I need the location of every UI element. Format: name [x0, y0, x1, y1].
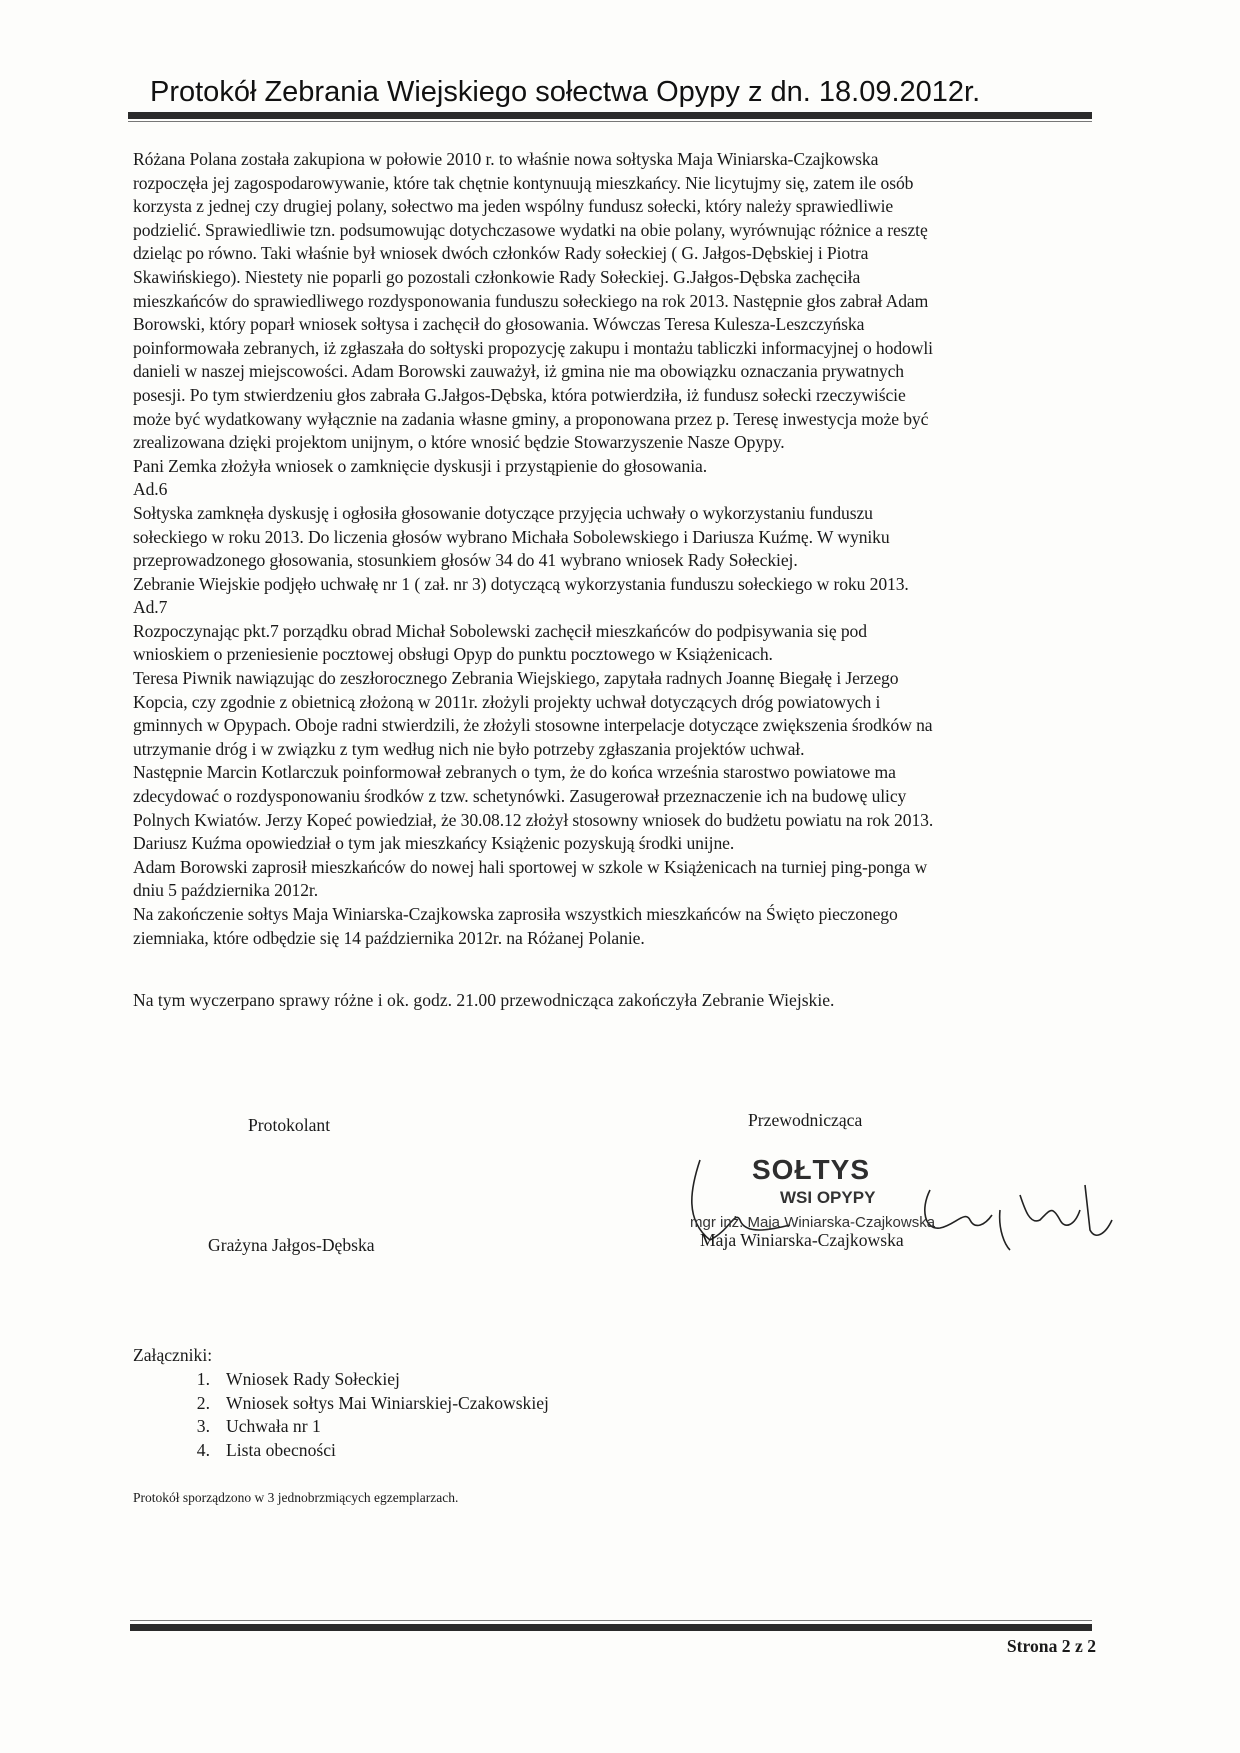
body-line: Skawińskiego). Niestety nie poparli go pozostali członkowie Rady Sołeckiej. G.Jałgos-Dębska zachęciła [133, 266, 861, 287]
attachment-text: Lista obecności [226, 1439, 336, 1460]
body-line: utrzymanie dróg i w związku z tym według nich nie było potrzeby zgłaszania projektów uchwał. [133, 738, 805, 759]
chair-name: Maja Winiarska-Czajkowska [700, 1230, 904, 1250]
attachment-text: Wniosek Rady Sołeckiej [226, 1369, 400, 1389]
attachment-item [150, 1415, 549, 1439]
stamp-name: mgr inż. Maja Winiarska-Czajkowska [690, 1214, 936, 1231]
chair-label: Przewodnicząca [748, 1110, 863, 1130]
body-line: przeprowadzonego głosowania, stosunkiem głosów 34 do 41 wybrano wniosek Rady Sołeckiej. [133, 550, 798, 571]
attachment-number: 2. [196, 1392, 210, 1413]
stamp-title: SOŁTYS [752, 1154, 871, 1185]
attachment-number: 3. [196, 1416, 210, 1436]
body-line: Dariusz Kuźma opowiedział o tym jak mieszkańcy Książenic pozyskują środki unijne. [133, 833, 735, 854]
attachment-number: 4. [196, 1439, 210, 1460]
body-line: dniu 5 października 2012r. [133, 880, 319, 901]
body-line: posesji. Po tym stwierdzeniu głos zabrała G.Jałgos-Dębska, która potwierdziła, iż fundusz sołecki rzeczywiście [133, 384, 906, 405]
attachment-text: Wniosek sołtys Mai Winiarskiej-Czakowskiej [226, 1392, 549, 1413]
recorder-name: Grażyna Jałgos-Dębska [208, 1235, 375, 1255]
footer-rule [130, 1624, 1092, 1631]
body-line: Polnych Kwiatów. Jerzy Kopeć powiedział, że 30.08.12 złożył stosowny wniosek do budżetu powiatu na rok 2013. [133, 809, 934, 830]
body-line: Kopcia, czy zgodnie z obietnicą złożoną w 2011r. złożyli projekty uchwał dotyczących dróg powiatowych i [133, 691, 881, 712]
body-line: korzysta z jednej czy drugiej polany, sołectwo ma jeden wspólny fundusz sołecki, który należy sprawiedliwie [133, 196, 894, 217]
body-line: rozpoczęła jej zagospodarowywanie, które tak chętnie kontynuują mieszkańcy. Nie licytujmy się, zatem ile osób [133, 172, 914, 193]
body-line: Pani Zemka złożyła wniosek o zamknięcie dyskusji i przystąpienie do głosowania. [133, 455, 708, 476]
body-line: wnioskiem o przeniesienie pocztowej obsługi Opyp do punktu pocztowego w Książenicach. [133, 644, 773, 665]
protocol-body [133, 148, 1083, 950]
header-rule [128, 112, 1092, 119]
body-line: sołeckiego w roku 2013. Do liczenia głosów wybrano Michała Sobolewskiego i Dariusza Kuźmę. W wyniku [133, 526, 890, 547]
attachment-item [150, 1368, 549, 1392]
body-line: może być wydatkowany wyłącznie na zadania własne gminy, a proponowana przez p. Teresę inwestycja może być [133, 408, 929, 429]
body-line: Teresa Piwnik nawiązując do zeszłorocznego Zebrania Wiejskiego, zapytała radnych Joannę Biegałę i Jerzego [133, 668, 899, 689]
attachment-item [150, 1439, 549, 1463]
attachment-item [150, 1392, 549, 1416]
attachments-title: Załączniki: [133, 1345, 213, 1365]
body-line: Zebranie Wiejskie podjęło uchwałę nr 1 ( zał. nr 3) dotyczącą wykorzystania funduszu sołeckiego w roku 2013. [133, 573, 909, 594]
body-line: podzielić. Sprawiedliwie tzn. podsumowując dotychczasowe wydatki na obie polany, wyrównując różnice a resztę [133, 219, 928, 240]
copies-note: Protokół sporządzono w 3 jednobrzmiących egzemplarzach. [133, 1490, 459, 1505]
body-line: mieszkańców do sprawiedliwego rozdysponowania funduszu sołeckiego na rok 2013. Następnie głos zabrał Adam [133, 290, 929, 311]
body-line: Następnie Marcin Kotlarczuk poinformował zebranych o tym, że do końca września starostwo powiatowe ma [133, 762, 896, 783]
recorder-label: Protokolant [248, 1115, 331, 1135]
body-line: Ad.6 [133, 479, 168, 500]
body-line: Rozpoczynając pkt.7 porządku obrad Michał Sobolewski zachęcił mieszkańców do podpisywania się pod [133, 620, 867, 641]
page-title: Protokół Zebrania Wiejskiego sołectwa Opypy z dn. 18.09.2012r. [150, 76, 981, 108]
body-line: Sołtyska zamknęła dyskusję i ogłosiła głosowanie dotyczące przyjęcia uchwały o wykorzystaniu funduszu [133, 502, 873, 523]
page-number: Strona 2 z 2 [1006, 1636, 1096, 1656]
body-line: Ad.7 [133, 597, 168, 618]
body-line: Różana Polana została zakupiona w połowie 2010 r. to właśnie nowa sołtyska Maja Winiarska-Czajkowska [133, 149, 879, 169]
closing-sentence: Na tym wyczerpano sprawy różne i ok. godz. 21.00 przewodnicząca zakończyła Zebranie Wiejskie. [133, 990, 835, 1010]
body-line: zrealizowana dzięki projektom unijnym, o które wnosić będzie Stowarzyszenie Nasze Opypy. [133, 432, 785, 453]
body-line: Adam Borowski zaprosił mieszkańców do nowej hali sportowej w szkole w Książenicach na turniej ping-ponga w [133, 856, 928, 877]
body-line: zdecydować o rozdysponowaniu środków z tzw. schetynówki. Zasugerował przeznaczenie ich na budowę ulicy [133, 786, 907, 807]
body-line: dzieląc po równo. Taki właśnie był wniosek dwóch członków Rady sołeckiej ( G. Jałgos-Dębskiej i Piotra [133, 243, 869, 264]
body-line: poinformowała zebranych, iż zgłaszała do sołtyski propozycję zakupu i montażu tabliczki informacyjnej o hodowli [133, 337, 933, 358]
body-line: ziemniaka, które odbędzie się 14 października 2012r. na Różanej Polanie. [133, 927, 645, 948]
attachment-number: 1. [196, 1369, 210, 1389]
body-line: danieli w naszej miejscowości. Adam Borowski zauważył, iż gmina nie ma obowiązku oznaczania prywatnych [133, 361, 905, 382]
stamp-subtitle: WSI OPYPY [780, 1188, 876, 1207]
body-line: Na zakończenie sołtys Maja Winiarska-Czajkowska zaprosiła wszystkich mieszkańców na Święto pieczonego [133, 904, 898, 924]
attachments-list [150, 1368, 549, 1462]
body-line: gminnych w Opypach. Oboje radni stwierdzili, że złożyli stosowne interpelacje dotyczące zwiększenia środków na [133, 715, 933, 736]
attachment-text: Uchwała nr 1 [226, 1416, 321, 1436]
body-line: Borowski, który poparł wniosek sołtysa i zachęcił do głosowania. Wówczas Teresa Kulesza-Leszczyńska [133, 314, 865, 335]
